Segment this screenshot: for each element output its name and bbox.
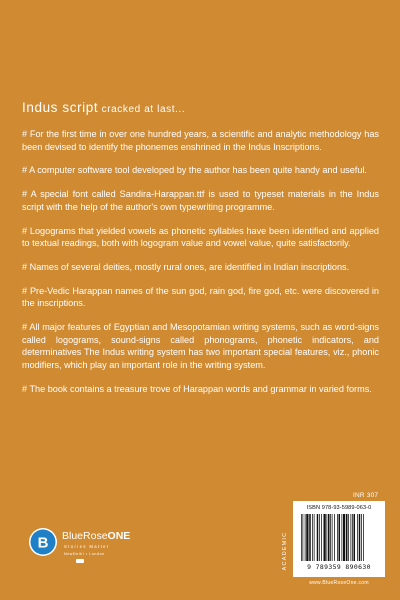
headline-main: Indus script	[22, 100, 99, 115]
price-label: INR 307	[353, 492, 379, 499]
headline-sub: cracked at last...	[98, 104, 186, 115]
publisher-mark-icon	[28, 527, 58, 557]
isbn-label: ISBN 978-93-5989-063-0	[306, 505, 372, 511]
blurb-paragraph: # For the first time in over one hundred years, a scientific and analytic methodology has been devised to identify the phonemes enshrined in the Indus Inscriptions.	[22, 129, 379, 152]
blurb-paragraph: # All major features of Egyptian and Mesopotamian writing systems, such as word-signs called logograms, sound-signs called phonograms, phonetic indicators, and determinatives The Indus writing system has two important special features, viz., phonic modifiers, which play an important role in the writing system.	[22, 322, 379, 370]
publisher-name-part1: BlueRose	[62, 530, 108, 542]
category-label: ACADEMIC	[282, 531, 288, 571]
barcode-number: 9 789359 890630	[307, 563, 371, 571]
publisher-name	[62, 530, 130, 542]
blurb-paragraph: # Pre-Vedic Harappan names of the sun god, rain god, fire god, etc. were discovered in the inscriptions.	[22, 285, 379, 309]
blurb	[22, 128, 379, 406]
blurb-paragraph: # Names of several deities, mostly rural ones, are identified in Indian inscriptions.	[22, 261, 350, 272]
publisher-logo	[28, 524, 148, 572]
publisher-city: NewDelhi • London	[64, 552, 105, 556]
headline	[22, 99, 382, 117]
publisher-badge-icon	[76, 559, 84, 563]
blurb-paragraph: # A special font called Sandira-Harappan.ttf is used to typeset materials in the Indus script with the help of the author's own typewriting programme.	[22, 189, 379, 212]
publisher-name-part2: ONE	[107, 530, 131, 542]
barcode-icon	[299, 514, 379, 562]
publisher-website: www.BlueRoseOne.com	[309, 580, 369, 586]
blurb-paragraph: # The book contains a treasure trove of Harappan words and grammar in varied forms.	[22, 383, 372, 394]
publisher-mark-letter: B	[37, 534, 49, 552]
publisher-tagline: Stories Matter	[64, 544, 110, 549]
blurb-paragraph: # Logograms that yielded vowels as phonetic syllables have been identified and applied to textual readings, both with logogram value and vowel value, quite satisfactorily.	[22, 225, 379, 249]
blurb-paragraph: # A computer software tool developed by the author has been quite handy and useful.	[22, 165, 367, 176]
barcode-panel	[293, 501, 385, 577]
